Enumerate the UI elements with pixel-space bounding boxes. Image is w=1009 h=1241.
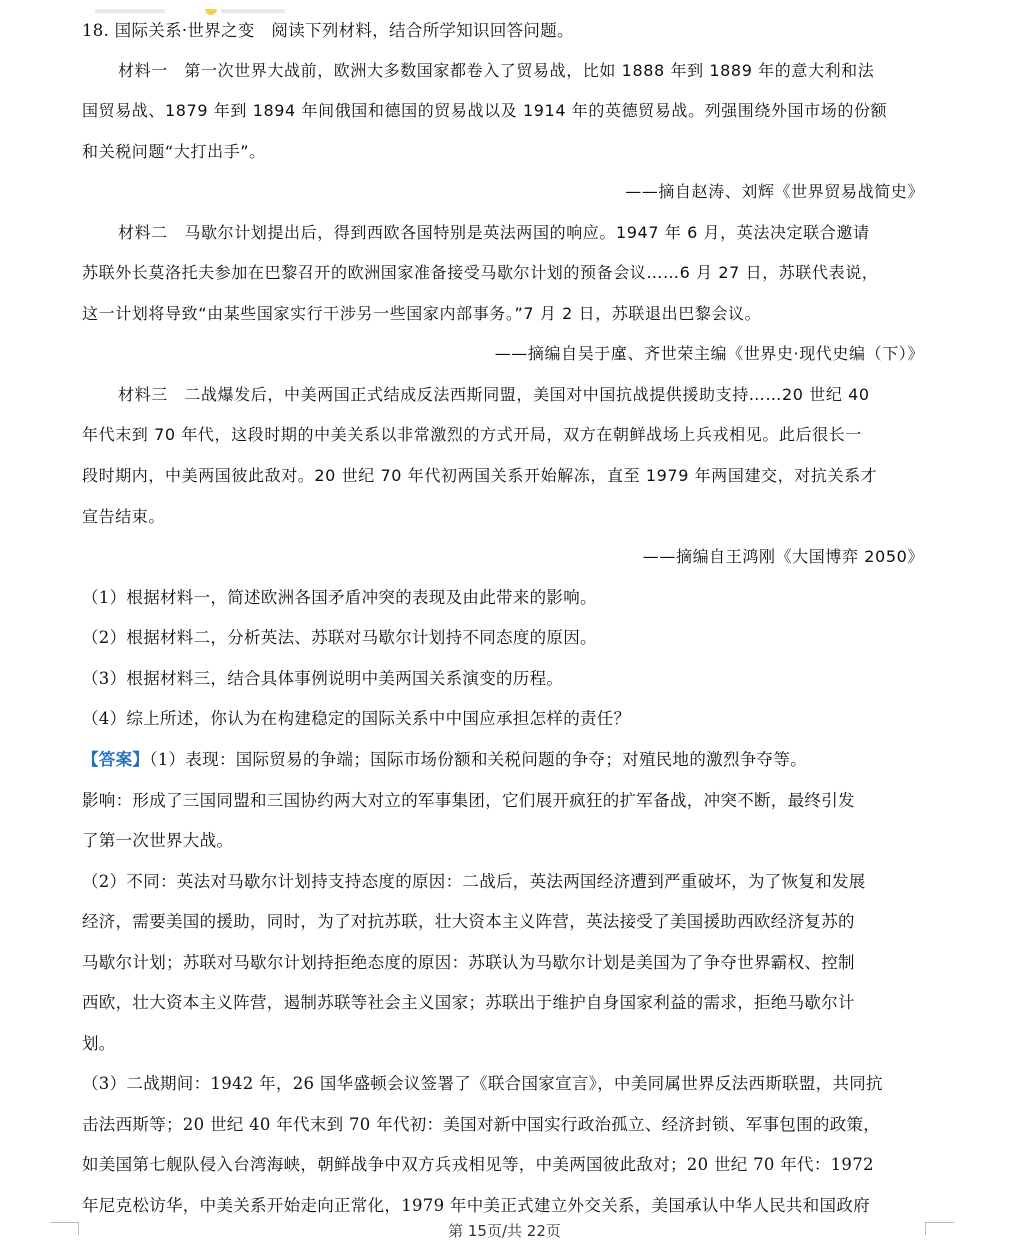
material-3-source: ——摘编自王鸿刚《大国博弈 2050》 (642, 547, 924, 566)
answer-3-line: （3）二战期间：1942 年，26 国华盛顿会议签署了《联合国家宣言》，中美同属世界反法西斯联盟，共同抗 (82, 1074, 883, 1093)
question-title: 18. 国际关系·世界之变 阅读下列材料，结合所学知识回答问题。 (82, 21, 574, 40)
material-2-line: 这一计划将导致“由某些国家实行干涉另一些国家内部事务。”7 月 2 日，苏联退出巴黎会议。 (82, 304, 762, 323)
material-3-line: 段时期内，中美两国彼此敌对。20 世纪 70 年代初两国关系开始解冻，直至 1979 年两国建交，对抗关系才 (82, 466, 878, 485)
sub-question-3: （3）根据材料三，结合具体事例说明中美两国关系演变的历程。 (82, 669, 564, 688)
material-1-line: 国贸易战、1879 年到 1894 年间俄国和德国的贸易战以及 1914 年的英德贸易战。列强围绕外国市场的份额 (82, 101, 888, 120)
answer-2-line: 马歇尔计划；苏联对马歇尔计划持拒绝态度的原因：苏联认为马歇尔计划是美国为了争夺世界霸权、控制 (82, 953, 855, 972)
answer-2-line: （2）不同：英法对马歇尔计划持支持态度的原因：二战后，英法两国经济遭到严重破坏，为了恢复和发展 (82, 872, 866, 891)
material-1-line: 和关税问题“大打出手”。 (82, 142, 266, 161)
page-number: 第 15页/共 22页 (448, 1222, 561, 1240)
answer-tag: 【答案】 (82, 750, 150, 769)
answer-3-line: 击法西斯等；20 世纪 40 年代末到 70 年代初：美国对新中国实行政治孤立、经济封锁、军事包围的政策， (82, 1115, 881, 1134)
material-1-source: ——摘自赵涛、刘辉《世界贸易战简史》 (625, 182, 924, 201)
material-2-source: ——摘编自吴于廑、齐世荣主编《世界史·现代史编（下）》 (494, 344, 924, 363)
material-2-line: 苏联外长莫洛托夫参加在巴黎召开的欧洲国家准备接受马歇尔计划的预备会议……6 月 27 日，苏联代表说， (82, 263, 879, 282)
sub-question-2: （2）根据材料二，分析英法、苏联对马歇尔计划持不同态度的原因。 (82, 628, 597, 647)
sub-question-4: （4）综上所述，你认为在构建稳定的国际关系中中国应承担怎样的责任？ (82, 709, 631, 728)
material-3-line: 宣告结束。 (82, 507, 166, 526)
answer-1-line: 了第一次世界大战。 (82, 831, 234, 850)
answer-3-line: 如美国第七舰队侵入台湾海峡，朝鲜战争中双方兵戎相见等，中美两国彼此敌对；20 世纪 70 年代：1972 (82, 1155, 874, 1174)
answer-1-line: 影响：形成了三国同盟和三国协约两大对立的军事集团，它们展开疯狂的扩军备战，冲突不断，最终引发 (82, 791, 855, 810)
answer-1-first-line (82, 749, 924, 771)
material-1-line: 材料一 第一次世界大战前，欧洲大多数国家都卷入了贸易战，比如 1888 年到 1889 年的意大利和法 (118, 61, 875, 80)
material-2-line: 材料二 马歇尔计划提出后，得到西欧各国特别是英法两国的响应。1947 年 6 月，英法决定联合邀请 (118, 223, 870, 242)
answer-2-line: 西欧，壮大资本主义阵营，遏制苏联等社会主义国家；苏联出于维护自身国家利益的需求，拒绝马歇尔计 (82, 993, 855, 1012)
header-watermark-logo (95, 0, 165, 6)
material-3-line: 材料三 二战爆发后，中美两国正式结成反法西斯同盟，美国对中国抗战提供援助支持……20 世纪 40 (118, 385, 870, 404)
answer-1-text: （1）表现：国际贸易的争端；国际市场份额和关税问题的争夺；对殖民地的激烈争夺等。 (149, 750, 807, 769)
header-watermark-logo-2 (205, 0, 285, 6)
answer-2-line: 划。 (82, 1034, 116, 1053)
sub-question-1: （1）根据材料一，简述欧洲各国矛盾冲突的表现及由此带来的影响。 (82, 588, 597, 607)
answer-2-line: 经济，需要美国的援助，同时，为了对抗苏联，壮大资本主义阵营，英法接受了美国援助西欧经济复苏的 (82, 912, 855, 931)
material-3-line: 年代末到 70 年代，这段时期的中美关系以非常激烈的方式开局，双方在朝鲜战场上兵戎相见。此后很长一 (82, 425, 862, 444)
answer-3-line: 年尼克松访华，中美关系开始走向正常化，1979 年中美正式建立外交关系，美国承认中华人民共和国政府 (82, 1196, 870, 1215)
